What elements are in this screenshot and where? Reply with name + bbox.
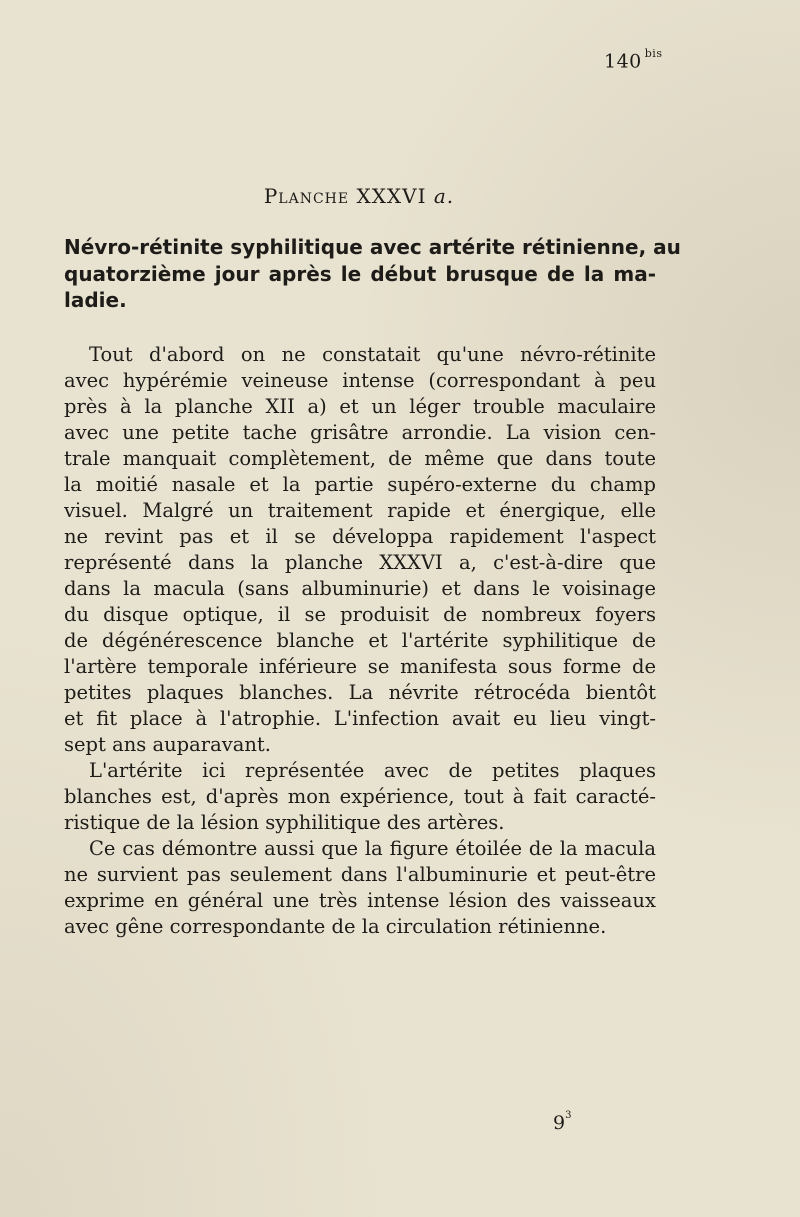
body-line: Tout d'abord on ne constatait qu'une névro-rétinite [89,343,656,366]
body-line: et fit place à l'atrophie. L'infection avait eu lieu vingt- [64,707,656,730]
body-line: dans la macula (sans albuminurie) et dans le voisinage [64,577,656,600]
heading-line: Névro-rétinite syphilitique avec artérite rétinienne, au [64,235,681,259]
body-line: avec hypérémie veineuse intense (correspondant à peu [64,369,656,392]
printer-signature [553,1109,572,1134]
signature-superscript: 3 [565,1109,572,1121]
body-line: trale manquait complètement, de même que dans toute [64,447,656,470]
body-line: la moitié nasale et la partie supéro-externe du champ [64,473,656,496]
body-line: avec gêne correspondante de la circulation rétinienne. [64,915,607,938]
body-line: ne survient pas seulement dans l'albuminurie et peut-être [64,863,656,886]
body-line: exprime en général une très intense lésion des vaisseaux [64,889,656,912]
plate-heading [64,234,681,314]
page-number-suffix: bis [644,47,663,60]
body-line: Ce cas démontre aussi que la figure étoilée de la macula [89,837,656,860]
heading-line: ladie. [64,288,127,312]
signature-number: 9 [553,1112,566,1134]
body-line: visuel. Malgré un traitement rapide et énergique, elle [64,499,656,522]
page-number [604,47,663,73]
body-paragraphs [64,342,656,940]
body-line: l'artère temporale inférieure se manifesta sous forme de [64,655,656,678]
plate-title [0,184,718,208]
body-line: près à la planche XII a) et un léger trouble maculaire [64,395,656,418]
body-line: avec une petite tache grisâtre arrondie. La vision cen- [64,421,656,444]
body-line: L'artérite ici représentée avec de petites plaques [89,759,656,782]
plate-label: Planche XXXVI [263,184,427,208]
plate-letter: a. [433,184,455,208]
page-number-value: 140 [604,50,642,73]
body-line: ne revint pas et il se développa rapidement l'aspect [64,525,656,548]
body-line: blanches est, d'après mon expérience, tout à fait caracté- [64,785,656,808]
body-line: de dégénérescence blanche et l'artérite syphilitique de [64,629,656,652]
body-line: ristique de la lésion syphilitique des artères. [64,811,505,834]
body-line: du disque optique, il se produisit de nombreux foyers [64,603,656,626]
body-line: petites plaques blanches. La névrite rétrocéda bientôt [64,681,656,704]
body-line: sept ans auparavant. [64,733,271,756]
body-line: représenté dans la planche XXXVI a, c'est-à-dire que [64,551,656,574]
heading-line: quatorzième jour après le début brusque de la ma- [64,261,656,286]
